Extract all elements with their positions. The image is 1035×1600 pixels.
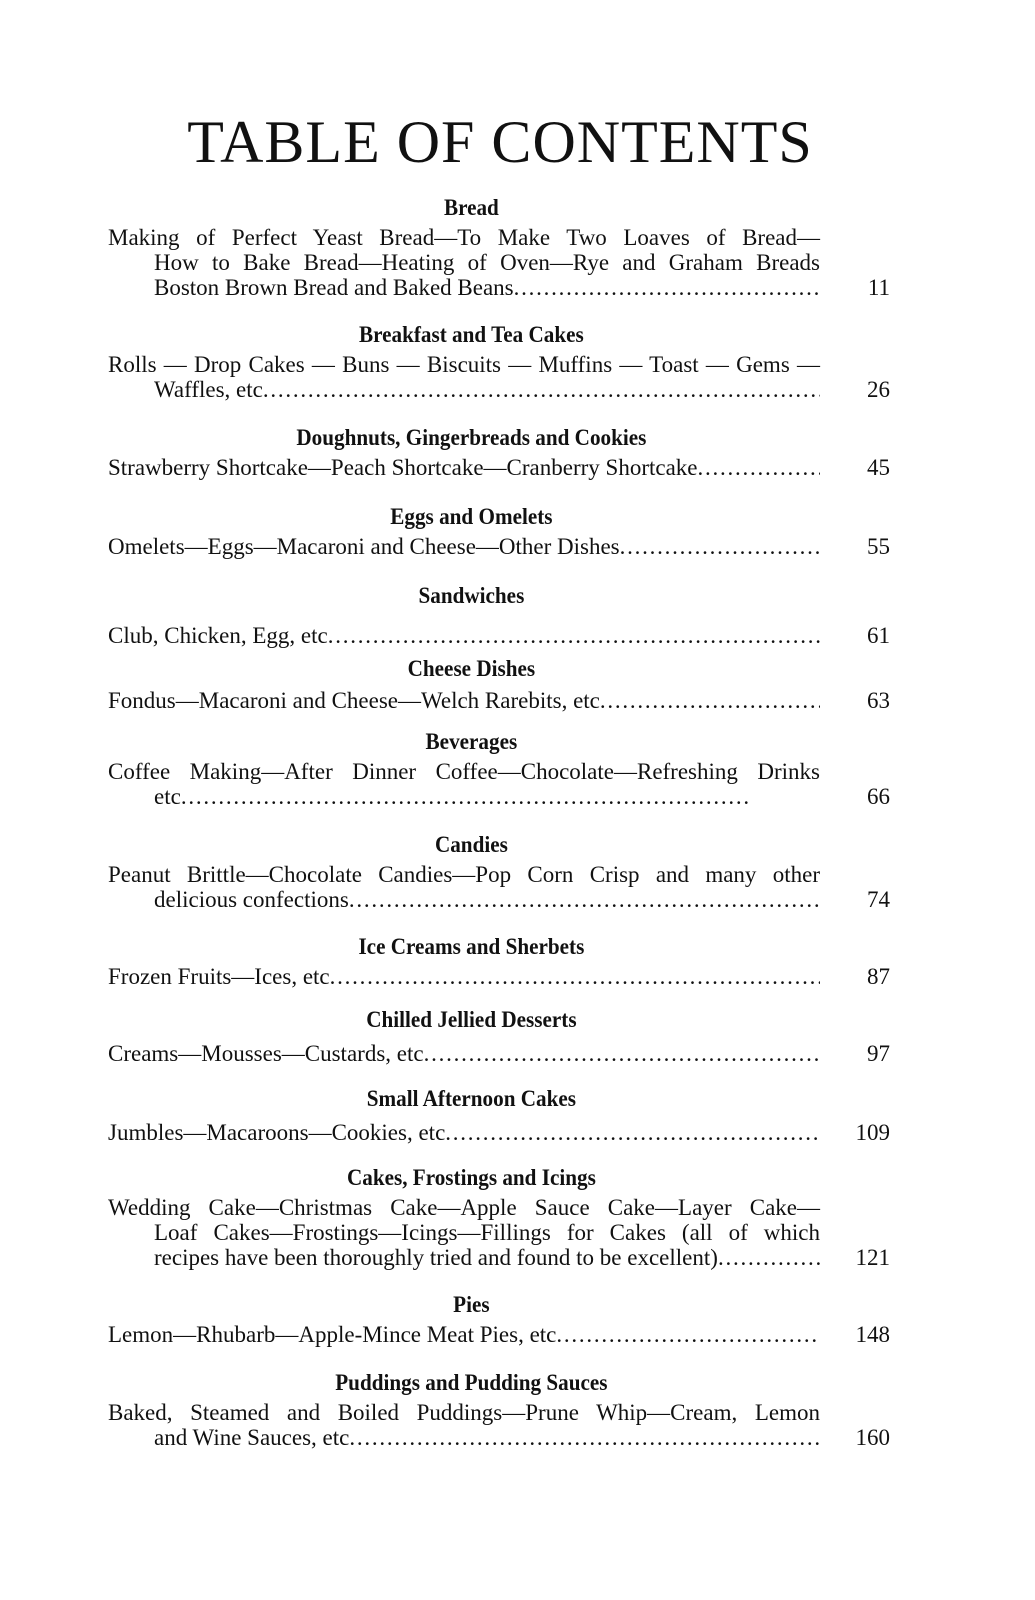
toc-entry bbox=[108, 534, 890, 559]
toc-entry bbox=[108, 688, 890, 713]
toc-section-candies bbox=[108, 832, 890, 912]
toc-section-afternoon-cakes bbox=[108, 1086, 890, 1145]
leader-dots bbox=[349, 887, 820, 912]
section-heading: Pies bbox=[453, 1292, 490, 1317]
entry-line: Frozen Fruits—Ices, etc bbox=[108, 964, 330, 989]
section-heading: Cheese Dishes bbox=[407, 656, 536, 681]
page-number: 74 bbox=[867, 887, 890, 912]
entry-line: Omelets—Eggs—Macaroni and Cheese—Other Dishes bbox=[108, 534, 620, 559]
toc-section-ice-creams bbox=[108, 934, 890, 989]
toc-section-pies bbox=[108, 1292, 890, 1347]
toc-entry bbox=[108, 352, 890, 402]
page-number: 61 bbox=[867, 623, 890, 648]
entry-line: recipes have been thoroughly tried and found to be excellent) bbox=[154, 1245, 718, 1270]
section-heading: Puddings and Pudding Sauces bbox=[335, 1370, 608, 1395]
entry-line: Lemon—Rhubarb—Apple-Mince Meat Pies, etc bbox=[108, 1322, 557, 1347]
leader-dots bbox=[181, 784, 820, 809]
toc-section-sandwiches bbox=[108, 583, 890, 648]
entry-line: How to Bake Bread—Heating of Oven—Rye and Graham Breads bbox=[154, 250, 820, 275]
section-heading: Beverages bbox=[425, 729, 518, 754]
toc-entry bbox=[108, 225, 890, 300]
leader-dots bbox=[600, 688, 820, 713]
section-heading: Small Afternoon Cakes bbox=[366, 1086, 577, 1111]
toc-entry bbox=[108, 1400, 890, 1450]
entry-line: Making of Perfect Yeast Bread—To Make Two Loaves of Bread— bbox=[108, 225, 820, 250]
entry-line: Fondus—Macaroni and Cheese—Welch Rarebits, etc bbox=[108, 688, 600, 713]
leader-dots bbox=[556, 1322, 820, 1347]
entry-line: Creams—Mousses—Custards, etc bbox=[108, 1041, 424, 1066]
page-number: 148 bbox=[855, 1322, 890, 1347]
page-number: 45 bbox=[867, 455, 890, 480]
toc-entry bbox=[108, 964, 890, 989]
section-heading: Doughnuts, Gingerbreads and Cookies bbox=[296, 425, 647, 450]
section-heading: Breakfast and Tea Cakes bbox=[359, 322, 584, 347]
toc-entry bbox=[108, 759, 890, 809]
leader-dots bbox=[514, 275, 820, 300]
section-heading: Eggs and Omelets bbox=[390, 504, 553, 529]
entry-line: Loaf Cakes—Frostings—Icings—Fillings for Cakes (all of which bbox=[154, 1220, 820, 1245]
page-title: TABLE OF CONTENTS bbox=[187, 109, 813, 175]
entry-line: Coffee Making—After Dinner Coffee—Chocolate—Refreshing Drinks bbox=[108, 759, 820, 784]
toc-section-cheese bbox=[108, 656, 890, 713]
leader-dots bbox=[328, 623, 820, 648]
page-number: 63 bbox=[867, 688, 890, 713]
page-number: 11 bbox=[867, 275, 890, 300]
entry-line: Wedding Cake—Christmas Cake—Apple Sauce Cake—Layer Cake— bbox=[108, 1195, 820, 1220]
leader-dots bbox=[718, 1245, 820, 1270]
entry-line: delicious confections bbox=[154, 887, 349, 912]
toc-entry bbox=[108, 1322, 890, 1347]
leader-dots bbox=[424, 1041, 820, 1066]
section-heading: Cakes, Frostings and Icings bbox=[346, 1165, 596, 1190]
entry-line: etc bbox=[154, 784, 181, 809]
entry-line: Baked, Steamed and Boiled Puddings—Prune Whip—Cream, Lemon bbox=[108, 1400, 820, 1425]
section-heading: Sandwiches bbox=[418, 583, 525, 608]
entry-line: and Wine Sauces, etc bbox=[154, 1425, 350, 1450]
leader-dots bbox=[349, 1425, 820, 1450]
toc-entry bbox=[108, 1041, 890, 1066]
page-number: 97 bbox=[867, 1041, 890, 1066]
section-heading: Bread bbox=[443, 195, 499, 220]
leader-dots bbox=[330, 964, 820, 989]
toc-entry bbox=[108, 1120, 890, 1145]
entry-line: Club, Chicken, Egg, etc bbox=[108, 623, 328, 648]
page-number: 55 bbox=[867, 534, 890, 559]
entry-line: Jumbles—Macaroons—Cookies, etc bbox=[108, 1120, 446, 1145]
entry-line: Strawberry Shortcake—Peach Shortcake—Cranberry Shortcake bbox=[108, 455, 698, 480]
toc-section-cakes-frostings bbox=[108, 1165, 890, 1270]
toc-section-beverages bbox=[108, 729, 890, 809]
entry-line: Boston Brown Bread and Baked Beans bbox=[154, 275, 514, 300]
page-number: 121 bbox=[855, 1245, 890, 1270]
leader-dots bbox=[445, 1120, 820, 1145]
toc-section-doughnuts bbox=[108, 425, 890, 480]
toc-entry bbox=[108, 455, 890, 480]
entry-line: Waffles, etc bbox=[154, 377, 263, 402]
toc-entry bbox=[108, 862, 890, 912]
leader-dots bbox=[698, 455, 821, 480]
toc-entry bbox=[108, 1195, 890, 1270]
page-number: 26 bbox=[867, 377, 890, 402]
page-number: 109 bbox=[855, 1120, 890, 1145]
leader-dots bbox=[620, 534, 820, 559]
section-heading: Chilled Jellied Desserts bbox=[366, 1007, 577, 1032]
toc-entry bbox=[108, 623, 890, 648]
toc-section-jellied-desserts bbox=[108, 1007, 890, 1066]
entry-line: Rolls — Drop Cakes — Buns — Biscuits — Muffins — Toast — Gems — bbox=[108, 352, 820, 377]
page-number: 66 bbox=[867, 784, 890, 809]
entry-line: Peanut Brittle—Chocolate Candies—Pop Corn Crisp and many other bbox=[108, 862, 820, 887]
page-number: 160 bbox=[855, 1425, 890, 1450]
section-heading: Ice Creams and Sherbets bbox=[358, 934, 585, 959]
section-heading: Candies bbox=[434, 832, 508, 857]
page-number: 87 bbox=[867, 964, 890, 989]
toc-section-bread bbox=[108, 195, 890, 300]
toc-section-puddings bbox=[108, 1370, 890, 1450]
leader-dots bbox=[263, 377, 820, 402]
toc-section-eggs bbox=[108, 504, 890, 559]
toc-section-breakfast bbox=[108, 322, 890, 402]
